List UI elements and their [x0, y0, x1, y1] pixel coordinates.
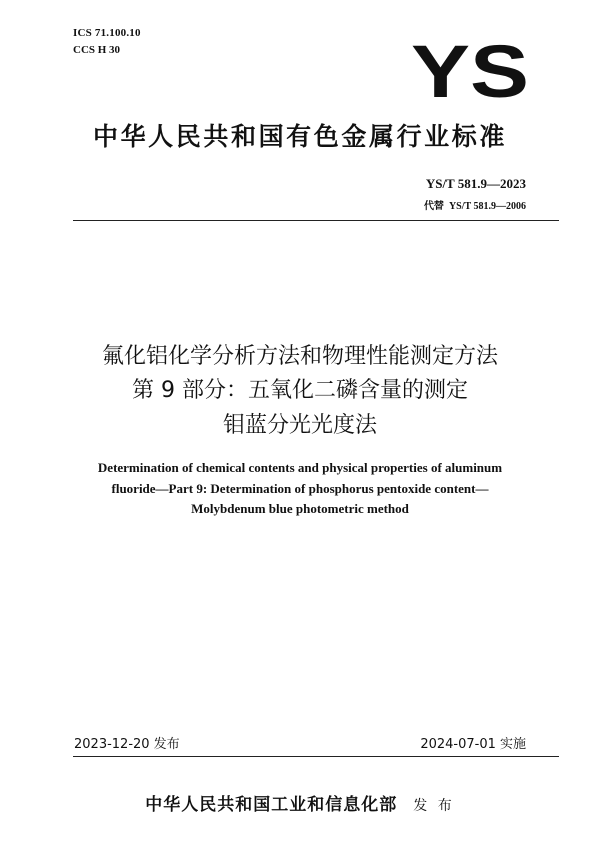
- replaces-number: YS/T 581.9—2006: [448, 201, 526, 212]
- ccs-code: CCS H 30: [73, 44, 121, 56]
- ys-logo-text: YS: [411, 40, 529, 100]
- en-title-line-1: Determination of chemical contents and physical properties of aluminum: [97, 460, 503, 475]
- footer-divider: [73, 756, 559, 757]
- implement-date: 2024-07-01 实施: [420, 737, 526, 752]
- en-title-line-3: Molybdenum blue photometric method: [191, 501, 409, 516]
- replaces-label: 代替: [423, 201, 444, 212]
- replaces-line: [424, 197, 526, 212]
- ys-logo: [410, 40, 530, 100]
- cn-title-line-2: 第 9 部分：五氧化二磷含量的测定: [132, 378, 468, 403]
- cn-title-line-1: 氟化铝化学分析方法和物理性能测定方法: [101, 344, 498, 369]
- header-divider: [73, 220, 559, 221]
- standard-type-title: 中华人民共和国有色金属行业标准: [92, 122, 507, 151]
- ics-code: ICS 71.100.10: [73, 27, 141, 39]
- issue-date: 2023-12-20 发布: [74, 737, 180, 752]
- en-title-line-2: fluoride—Part 9: Determination of phosphorus pentoxide content—: [111, 481, 489, 496]
- issuer-suffix: 发 布: [413, 798, 455, 814]
- issuer: [0, 790, 600, 815]
- standard-number: YS/T 581.9—2023: [425, 176, 526, 191]
- issuer-name: 中华人民共和国工业和信息化部: [145, 795, 398, 815]
- cn-title-line-3: 钼蓝分光光度法: [222, 413, 377, 438]
